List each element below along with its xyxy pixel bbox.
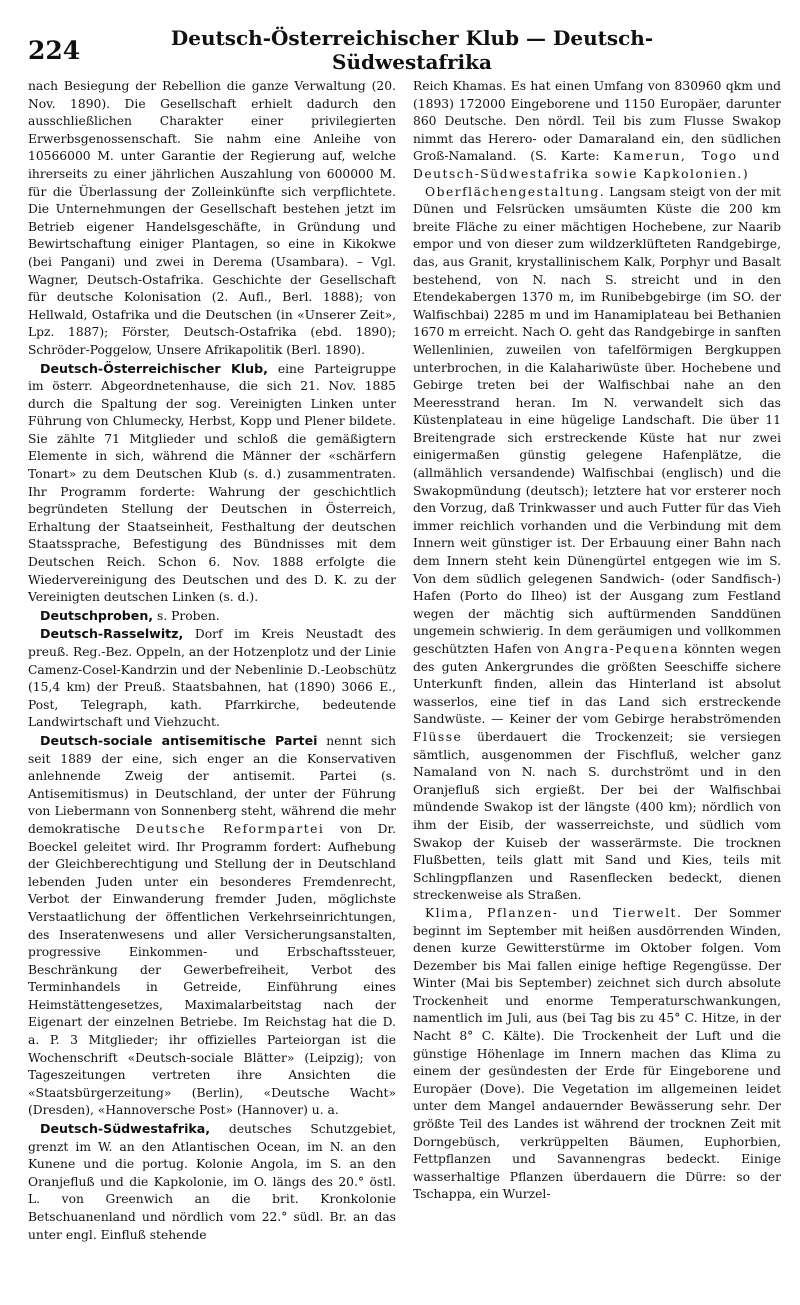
left-column — [28, 78, 396, 1244]
entry-headword: Deutschproben, — [40, 607, 154, 623]
entry-deutsch-oesterreichischer-klub — [28, 360, 396, 607]
map-reference: Kamerun, Togo und Deutsch-Südwestafrika sowie Kapkolonien. — [413, 149, 781, 181]
entry-deutschproben — [28, 607, 396, 626]
section-surface — [413, 184, 781, 905]
continued-paragraph — [413, 78, 781, 184]
entry-body: Dorf im Kreis Neustadt des preuß. Reg.-Bez. Oppeln, an der Hotzenplotz und der Linie Camenz-Cosel-Kandrzin und der Nebenlinie D.-Leobschütz (15,4 km) der Preuß. Staatsbahnen, hat (1890) 3066 E., Post, Telegraph, kath. Pfarrkirche, bedeutende Landwirtschaft und Viehzucht. — [28, 627, 396, 730]
spaced-term: Angra-Pequena — [564, 642, 680, 656]
paragraph-text: Reich Khamas. Es hat einen Umfang von 830960 qkm und (1893) 172000 Eingeborene und 1150 Europäer, darunter 860 Deutsche. Den nördl. Teil bis zum Flusse Swakop nimmt das Herero- oder Damaraland ein, den südlichen Groß-Namaland. (S. Karte: — [413, 79, 781, 164]
page-number: 224 — [28, 35, 81, 65]
running-head — [28, 26, 780, 74]
running-title: Deutsch-Österreichischer Klub — Deutsch-Südwestafrika — [170, 26, 654, 74]
entry-headword: Deutsch-Österreichischer Klub, — [40, 360, 268, 376]
continued-paragraph: nach Besiegung der Rebellion die ganze Verwaltung (20. Nov. 1890). Die Gesellschaft erhielt dadurch den ausschließlichen Charakter einer privilegierten Erwerbsgenossenschaft. Sie nahm eine Anleihe von 10566000 M. unter Garantie der Regierung auf, welche ihrerseits zu einer jährlichen Auszahlung von 600000 M. für die Überlassung der Zolleinkünfte sich verpflichtete. Die Unternehmungen der Gesellschaft bestehen jetzt im Betrieb eigener Handelsgeschäfte, in Gründung und Bewirtschaftung einiger Plantagen, so eine in Kikokwe (bei Pangani) und zwei in Derema (Usambara). – Vgl. Wagner, Deutsch-Ostafrika. Geschichte der Gesellschaft für deutsche Kolonisation (2. Aufl., Berl. 1888); von Hellwald, Ostafrika und die Deutschen (in «Unserer Zeit», Lpz. 1887); Förster, Deutsch-Ostafrika (ebd. 1890); Schröder-Poggelow, Unsere Afrikapolitik (Berl. 1890). — [28, 79, 396, 357]
paragraph-text: ) — [742, 166, 748, 181]
section-heading: Oberflächengestaltung. — [425, 184, 606, 199]
entry-headword: Deutsch-Südwestafrika, — [40, 1121, 211, 1137]
entry-body: eine Parteigruppe im österr. Abgeordnetenhause, die sich 21. Nov. 1885 durch die Spaltung der sog. Vereinigten Linken unter Führung von Chlumecky, Herbst, Kopp und Plener bildete. Sie zählte 71 Mitglieder und schloß die gemäßigtern Elemente in sich, während die Männer der «schärfern Tonart» zu dem Deutschen Klub (s. d.) zusammentraten. Ihr Programm forderte: Wahrung der geschichtlich begründeten Stellung der Deutschen in Österreich, Erhaltung der Staatseinheit, Festhaltung der deutschen Staatssprache, Befestigung des Bündnisses mit dem Deutschen Reich. Schon 6. Nov. 1888 erfolgte die Wiedervereinigung des Deutschen und des D. K. zu der Vereinigten deutschen Linken (s. d.). — [28, 361, 396, 605]
paragraph-text: Der Sommer beginnt im September mit heißen ausdörrenden Winden, denen kurze Gewitterstürme im Oktober folgen. Vom Dezember bis Mai fallen einige heftige Regengüsse. Der Winter (Mai bis September) zeichnet sich durch absolute Trockenheit und enorme Temperaturschwankungen, namentlich im Juli, aus (bei Tag bis zu 45° C. Hitze, in der Nacht 8° C. Kälte). Die Trockenheit der Luft und die günstige Höhenlage im Innern machen das Klima zu einem der gesündesten der Erde für Eingeborene und Europäer (Dove). Die Vegetation im allgemeinen leidet unter dem Mangel andauernder Bewässerung sehr. Der größte Teil des Landes ist während der trocknen Zeit mit Dorngebüsch, verkrüppelten Bäumen, Euphorbien, Fettpflanzen und Savannengras bedeckt. Einige wasserhaltige Pflanzen überdauern die Dürre: so der Tschappa, ein Wurzel- — [413, 905, 781, 1202]
entry-body: von Dr. Boeckel geleitet wird. Ihr Programm fordert: Aufhebung der Gleichberechtigung und Stellung der in Deutschland lebenden Juden unter ein besonderes Fremdenrecht, Verbot der Einwanderung fremder Juden, möglichste Verstaatlichung der öffentlichen Verkehrseinrichtungen, des Inseratenwesens und aller Versicherungsanstalten, progressive Einkommen- und Erbschaftssteuer, Beschränkung der Gewerbefreiheit, Verbot des Terminhandels in Getreide, Einführung eines Heimstättengesetzes, Maximalarbeitstag nach der Eigenart der einzelnen Betriebe. Im Reichstag hat die D. a. P. 3 Mitglieder; ihr offizielles Parteiorgan ist die Wochenschrift «Deutsch-sociale Blätter» (Leipzig); von Tageszeitungen vertreten ihre Ansichten die «Staatsbürgerzeitung» (Berlin), «Deutsche Wacht» (Dresden), «Hannoversche Post» (Hannover) u. a. — [28, 821, 396, 1118]
entry-deutsch-sociale-antisemitische-partei — [28, 732, 396, 1120]
section-climate — [413, 905, 781, 1204]
paragraph-text: könnten wegen des guten Ankergrundes die größten Seeschiffe sichere Unterkunft finden, allein das Hinterland ist absolut wasserlos, eine tief in das Land sich erstreckende Sandwüste. — Keiner der vom Gebirge herabströmenden — [413, 642, 781, 727]
paragraph-text: Langsam steigt von der mit Dünen und Felsrücken umsäumten Küste die 200 km breite Fläche zu einer mächtigen Hochebene, zur Naarib empor und von dieser zum wildzerklüfteten Randgebirge, das, aus Granit, krystallinischem Kalk, Porphyr und Basalt bestehend, von N. nach S. streicht und in den Etendekabergen 1370 m, im Runibebgebirge (im SO. der Walfischbai) 2285 m und im Hanamiplateau bei Bethanien 1670 m erreicht. Nach O. geht das Randgebirge in sanften Wellenlinien, zuweilen von tafelförmigen Bergkuppen unterbrochen, in die Kalahariwüste über. Hochebene und Gebirge treten bei der Walfischbai nahe an den Meeresstrand heran. Im N. verwandelt sich das Küstenplateau in eine hügelige Landschaft. Die über 11 Breitengrade sich erstreckende Küste hat nur zwei einigermaßen günstig gelegene Hafenplätze, die (allmählich versandende) Walfischbai (englisch) und die Swakopmündung (deutsch); letztere hat vor ersterer noch den Vorzug, daß Trinkwasser und auch Futter für das Vieh immer reichlich vorhanden und die Verbindung mit dem Innern weit günstiger ist. Der Erbauung einer Bahn nach dem Innern steht kein Dünengürtel entgegen wie im S. Von dem südlich gelegenen Sandwich- (oder Sandfisch-) Hafen (Porto do Ilheo) ist der Ausgang zum Festland wegen der mächtig sich auftürmenden Sanddünen ungemein schwierig. In dem geräumigen und vollkommen geschützten Hafen von — [413, 184, 781, 656]
section-heading: Klima, Pflanzen- und Tierwelt. — [425, 905, 683, 920]
spaced-term: Deutsche Reformpartei — [135, 821, 325, 836]
entry-headword: Deutsch-sociale antisemitische Partei — [40, 732, 318, 748]
entry-body: deutsches Schutzgebiet, grenzt im W. an den Atlantischen Ocean, im N. an den Kunene und die portug. Kolonie Angola, im S. an den Oranjefluß und die Kapkolonie, im O. längs des 20.° östl. L. von Greenwich an die brit. Kronkolonie Betschuanenland und nördlich vom 22.° südl. Br. an das unter engl. Einfluß stehende — [28, 1122, 396, 1242]
entry-body: s. Proben. — [153, 608, 220, 623]
entry-headword: Deutsch-Rasselwitz, — [40, 626, 184, 642]
entry-deutsch-suedwestafrika — [28, 1120, 396, 1244]
spaced-term: Flüsse — [413, 729, 463, 744]
entry-body: nennt sich seit 1889 der eine, sich enger an die Konservativen anlehnende Zweig der antisemit. Partei (s. Antisemitismus) in Deutschland, der unter der Führung von Liebermann von Sonnenberg steht, während die mehr demokratische — [28, 733, 396, 836]
right-column — [413, 78, 781, 1204]
paragraph-text: überdauert die Trockenzeit; sie versiegen sämtlich, ausgenommen der Fischfluß, welcher ganz Namaland von N. nach S. durchströmt und in den Oranjefluß sich ergießt. Der bei der Walfischbai mündende Swakop ist der längste (400 km); nördlich von ihm der Eisib, der wasserreichste, und südlich vom Swakop der Kuiseb der wasserärmste. Die trocknen Flußbetten, teils glatt mit Sand und Kies, teils mit Schlingpflanzen und Rasenflecken bedeckt, dienen streckenweise als Straßen. — [413, 729, 781, 903]
entry-deutsch-rasselwitz — [28, 625, 396, 732]
